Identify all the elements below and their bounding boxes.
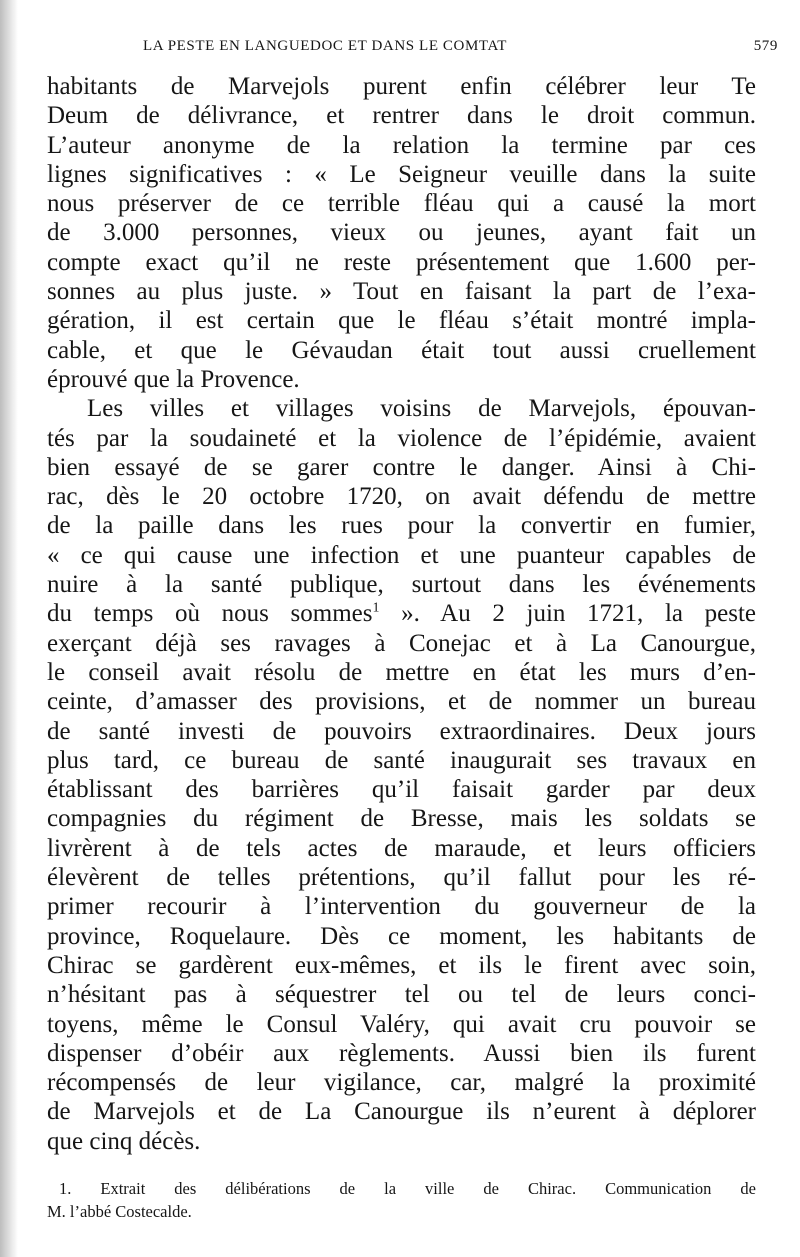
- text-line: de santé investi de pouvoirs extraordinaires. Deux jours: [47, 717, 756, 745]
- text-line: plus tard, ce bureau de santé inaugurait ses travaux en: [47, 746, 756, 774]
- text-line: de la paille dans les rues pour la convertir en fumier,: [47, 512, 756, 540]
- text-line: exerçant déjà ses ravages à Conejac et à La Canourgue,: [47, 629, 756, 657]
- text-line: compte exact qu’il ne reste présentement que 1.600 per-: [47, 248, 756, 276]
- text-line: tés par la soudaineté et la violence de l’épidémie, avaient: [47, 424, 756, 452]
- text-line: de 3.000 personnes, vieux ou jeunes, ayant fait un: [47, 219, 756, 247]
- running-title: LA PESTE EN LANGUEDOC ET DANS LE COMTAT: [143, 38, 507, 54]
- text-line: éprouvé que la Provence.: [47, 365, 300, 393]
- text-line-head: du temps où nous sommes: [47, 600, 373, 628]
- text-line: récompensés de leur vigilance, car, malgré la proximité: [47, 1069, 756, 1097]
- text-line: compagnies du régiment de Bresse, mais les soldats se: [47, 805, 756, 833]
- text-line: ceinte, d’amasser des provisions, et de nommer un bureau: [47, 688, 756, 716]
- text-line: de Marvejols et de La Canourgue ils n’eurent à déplorer: [47, 1098, 756, 1126]
- text-line: livrèrent à de tels actes de maraude, et leurs officiers: [47, 834, 756, 862]
- running-head: [47, 38, 778, 60]
- footnote-line: M. l’abbé Costecalde.: [47, 1202, 192, 1221]
- text-line: habitants de Marvejols purent enfin célébrer leur Te: [47, 73, 756, 100]
- text-line: sonnes au plus juste. » Tout en faisant la part de l’exa-: [47, 278, 756, 306]
- text-line: primer recourir à l’intervention du gouverneur de la: [47, 893, 756, 921]
- text-line: n’hésitant pas à séquestrer tel ou tel de leurs conci-: [47, 981, 756, 1009]
- footnotes: [47, 1177, 756, 1223]
- text-line: que cinq décès.: [47, 1127, 201, 1155]
- text-line-tail: ». Au 2 juin 1721, la peste: [401, 600, 756, 628]
- text-line: bien essayé de se garer contre le danger. Ainsi à Chi-: [47, 453, 756, 481]
- text-line: gération, il est certain que le fléau s’était montré impla-: [47, 307, 756, 335]
- text-line: « ce qui cause une infection et une puanteur capables de: [47, 541, 756, 569]
- text-line: Les villes et villages voisins de Marvejols, épouvan-: [87, 395, 756, 423]
- text-line-with-note: [47, 599, 756, 628]
- text-line: nous préserver de ce terrible fléau qui a causé la mort: [47, 190, 756, 218]
- text-line: cable, et que le Gévaudan était tout aussi cruellement: [47, 336, 756, 364]
- scan-edge-shadow: [0, 0, 18, 1257]
- text-line: rac, dès le 20 octobre 1720, on avait défendu de mettre: [47, 483, 756, 511]
- text-line: L’auteur anonyme de la relation la termine par ces: [47, 131, 756, 159]
- body-text: [47, 72, 756, 1156]
- text-line: lignes significatives : « Le Seigneur veuille dans la suite: [47, 160, 756, 188]
- text-line: Chirac se gardèrent eux-mêmes, et ils le firent avec soin,: [47, 951, 756, 979]
- text-line: Deum de délivrance, et rentrer dans le droit commun.: [47, 102, 756, 130]
- text-line: province, Roquelaure. Dès ce moment, les habitants de: [47, 922, 756, 950]
- text-line: établissant des barrières qu’il faisait garder par deux: [47, 776, 756, 804]
- footnote-marker: 1: [372, 601, 380, 617]
- page-number: 579: [753, 38, 778, 54]
- text-line: toyens, même le Consul Valéry, qui avait cru pouvoir se: [47, 1010, 756, 1038]
- text-line: le conseil avait résolu de mettre en état les murs d’en-: [47, 658, 756, 686]
- text-line: nuire à la santé publique, surtout dans les événements: [47, 571, 756, 599]
- text-line: dispenser d’obéir aux règlements. Aussi bien ils furent: [47, 1039, 756, 1067]
- text-line: élevèrent de telles prétentions, qu’il fallut pour les ré-: [47, 864, 756, 892]
- footnote-line: 1. Extrait des délibérations de la ville de Chirac. Communication de: [59, 1179, 756, 1198]
